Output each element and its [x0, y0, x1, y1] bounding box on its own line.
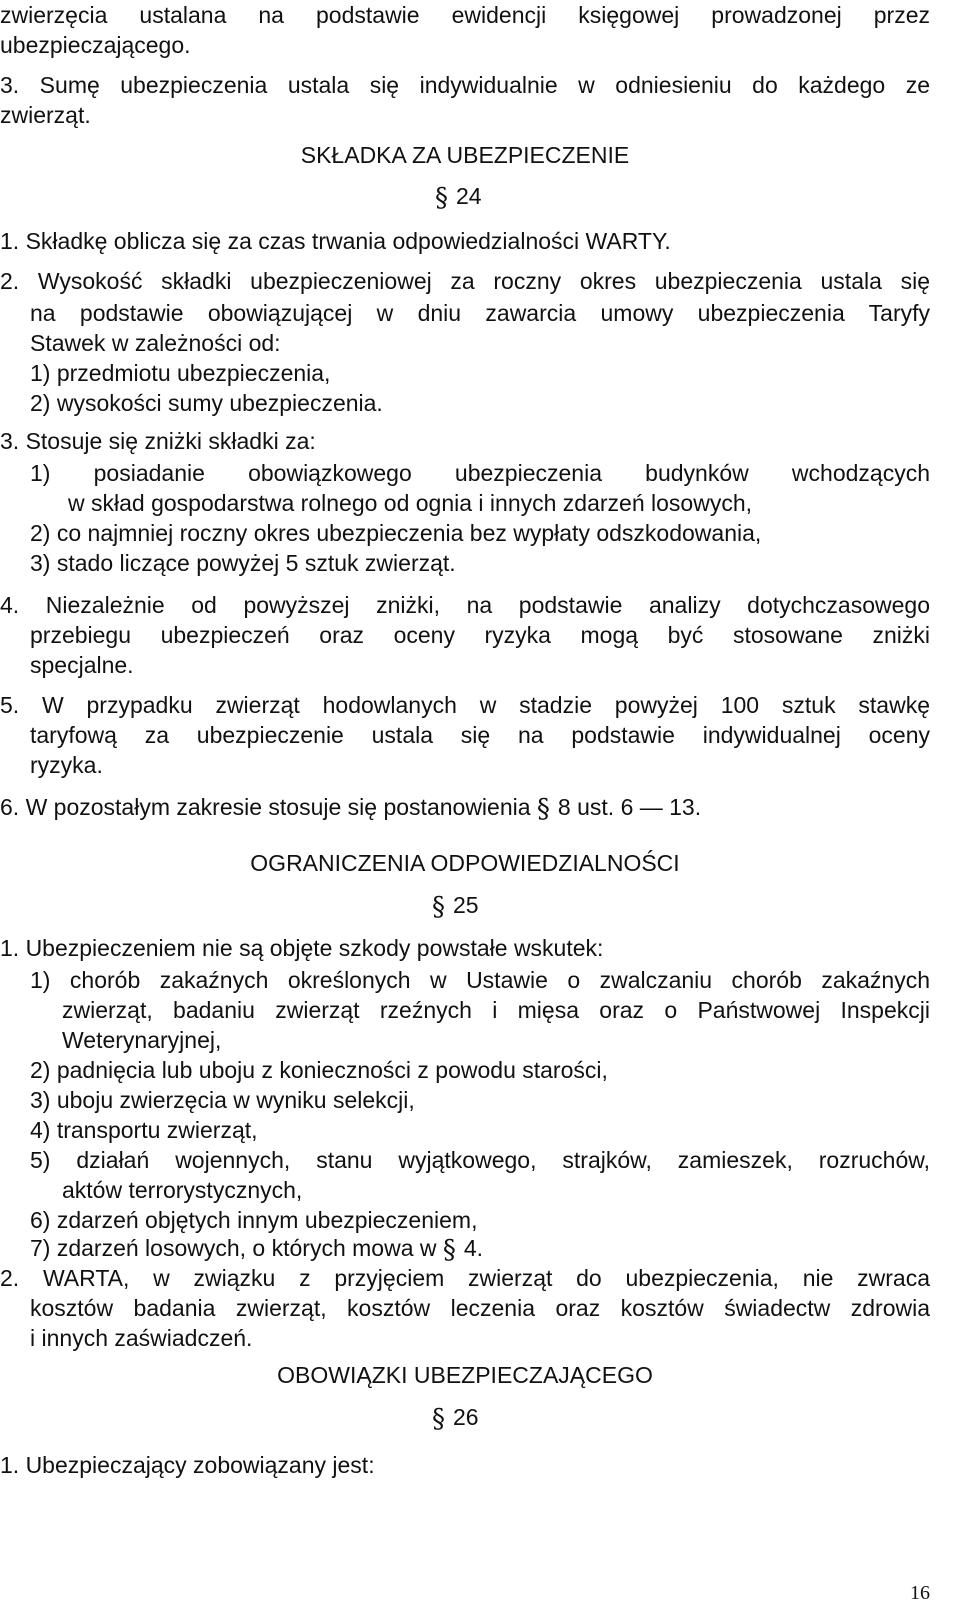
text-line: 2) wysokości sumy ubezpieczenia. [30, 390, 383, 416]
text-line: 1) posiadanie obowiązkowego ubezpieczenia budynków wchodzących [30, 460, 930, 486]
text-line: i innych zaświadczeń. [30, 1325, 253, 1351]
text-line: 2. WARTA, w związku z przyjęciem zwierząt do ubezpieczenia, nie zwraca [0, 1265, 930, 1291]
text-line: zwierząt. [0, 102, 91, 128]
page-number: 16 [910, 1582, 930, 1604]
section-symbol: § [435, 183, 448, 213]
text-line: 3) uboju zwierzęcia w wyniku selekcji, [30, 1087, 415, 1113]
section-symbol: § [536, 794, 550, 824]
text-line: ryzyka. [30, 752, 103, 778]
list-item-7 [30, 1235, 483, 1263]
section-symbol: § [442, 1235, 456, 1265]
section-24 [435, 183, 482, 211]
text-line: na podstawie obowiązującej w dniu zawarcia umowy ubezpieczenia Taryfy [30, 300, 930, 326]
text-line: 2) co najmniej roczny okres ubezpieczenia bez wypłaty odszkodowania, [30, 520, 762, 546]
text-line: ubezpieczającego. [0, 32, 191, 58]
item7-ref: 4. [463, 1235, 484, 1261]
text-line: 3. Stosuje się zniżki składki za: [0, 428, 316, 454]
text-line: 2. Wysokość składki ubezpieczeniowej za roczny okres ubezpieczenia ustala się [0, 268, 930, 294]
text-line: specjalne. [30, 652, 134, 678]
section-number: 24 [456, 183, 482, 209]
text-line: kosztów badania zwierząt, kosztów leczenia oraz kosztów świadectw zdrowia [30, 1295, 930, 1321]
text-line: 5) działań wojennych, stanu wyjątkowego, strajków, zamieszek, rozruchów, [30, 1147, 930, 1173]
section-number: 26 [453, 1404, 479, 1430]
item6-ref: 8 ust. 6 — 13. [557, 794, 702, 820]
text-line: 3) stado liczące powyżej 5 sztuk zwierząt. [30, 550, 456, 576]
text-line: 6) zdarzeń objętych innym ubezpieczeniem, [30, 1207, 478, 1233]
text-line: 2) padnięcia lub uboju z konieczności z powodu starości, [30, 1057, 608, 1083]
text-line: Weterynaryjnej, [62, 1027, 222, 1053]
section-symbol: § [432, 1404, 445, 1434]
heading-obowiazki: OBOWIĄZKI UBEZPIECZAJĄCEGO [277, 1362, 653, 1388]
section-26 [432, 1404, 479, 1432]
heading-skladka: SKŁADKA ZA UBEZPIECZENIE [300, 142, 630, 168]
text-line: Stawek w zależności od: [30, 330, 281, 356]
heading-ograniczenia: OGRANICZENIA ODPOWIEDZIALNOŚCI [250, 850, 680, 876]
paragraph-item-6 [0, 794, 701, 822]
text-line: 1. Ubezpieczeniem nie są objęte szkody powstałe wskutek: [0, 935, 604, 961]
text-line: 5. W przypadku zwierząt hodowlanych w stadzie powyżej 100 sztuk stawkę [0, 692, 930, 718]
text-line: 1) przedmiotu ubezpieczenia, [30, 360, 331, 386]
text-line: przebiegu ubezpieczeń oraz oceny ryzyka mogą być stosowane zniżki [30, 622, 930, 648]
text-line: 1. Składkę oblicza się za czas trwania odpowiedzialności WARTY. [0, 228, 671, 254]
text-line: 1. Ubezpieczający zobowiązany jest: [0, 1452, 375, 1478]
text-line: taryfową za ubezpieczenie ustala się na podstawie indywidualnej oceny [30, 722, 930, 748]
section-symbol: § [432, 892, 445, 922]
item6-text: 6. W pozostałym zakresie stosuje się postanowienia [0, 794, 531, 820]
section-25 [432, 892, 479, 920]
item7-text: 7) zdarzeń losowych, o których mowa w [30, 1235, 437, 1261]
text-line: 4. Niezależnie od powyższej zniżki, na podstawie analizy dotychczasowego [0, 592, 930, 618]
text-line: zwierząt, badaniu zwierząt rzeźnych i mięsa oraz o Państwowej Inspekcji [62, 997, 930, 1023]
text-line: zwierzęcia ustalana na podstawie ewidencji księgowej prowadzonej przez [0, 2, 930, 28]
text-line: 1) chorób zakaźnych określonych w Ustawie o zwalczaniu chorób zakaźnych [30, 967, 930, 993]
text-line: aktów terrorystycznych, [62, 1177, 303, 1203]
section-number: 25 [453, 892, 479, 918]
text-line: 3. Sumę ubezpieczenia ustala się indywidualnie w odniesieniu do każdego ze [0, 72, 930, 98]
text-line: w skład gospodarstwa rolnego od ognia i innych zdarzeń losowych, [68, 490, 753, 516]
text-line: 4) transportu zwierząt, [30, 1117, 258, 1143]
